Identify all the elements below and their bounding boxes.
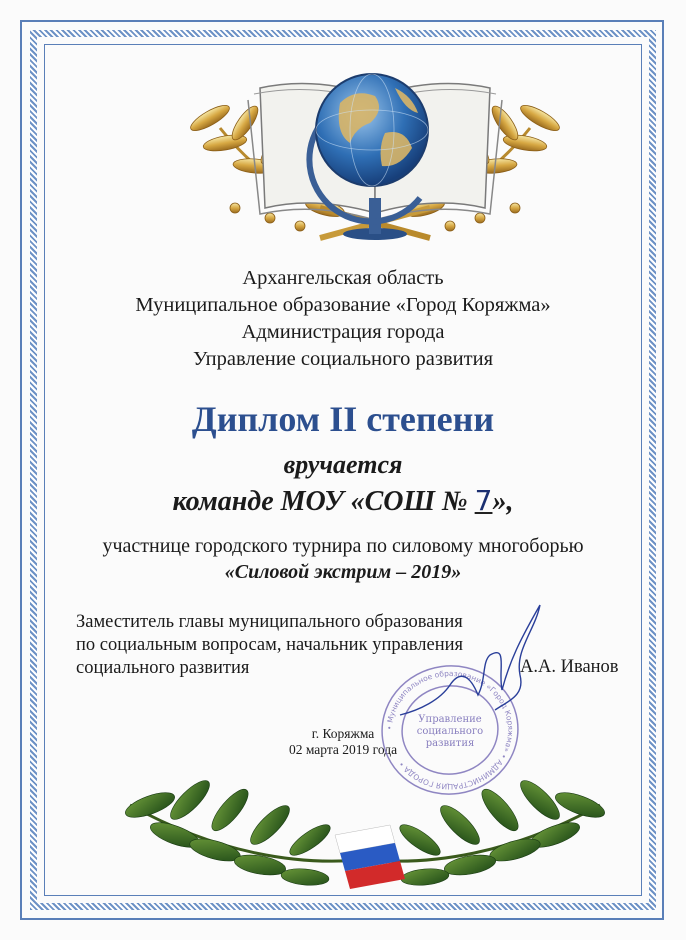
laurel-wreath-bottom (120, 765, 610, 905)
stamp-ring-text: • Муниципальное образование «Город Коряжма» • АДМИНИСТРАЦИЯ ГОРОДА • (384, 668, 516, 792)
issue-place-date (0, 726, 686, 758)
administration-line: Администрация города (241, 321, 445, 343)
signer-position-line1: Заместитель главы муниципального образования (76, 612, 463, 632)
team-line (0, 484, 686, 518)
municipality-line: Муниципальное образование «Город Коряжма» (135, 294, 551, 316)
issue-city: г. Коряжма (311, 726, 375, 741)
team-number: 7 (474, 484, 493, 517)
awarded-line: вручается (283, 450, 403, 479)
signer-position-line2: по социальным вопросам, начальник управления (76, 635, 464, 655)
handwritten-signature (390, 600, 550, 720)
laurel-branch-right-icon (370, 775, 608, 887)
participant-line: участнице городского турнира по силовому многоборью (102, 535, 584, 557)
team-suffix: », (492, 486, 514, 517)
team-prefix: команде МОУ «СОШ № (172, 486, 475, 517)
region-line: Архангельская область (242, 267, 444, 289)
laurel-branch-left-icon (122, 775, 360, 887)
signer-name: А.А. Иванов (520, 657, 619, 677)
stamp-center-line3: развития (425, 738, 475, 749)
event-name: «Силовой экстрим – 2019» (224, 561, 462, 583)
department-line: Управление социального развития (192, 348, 494, 370)
globe-book-emblem (150, 48, 600, 248)
stamp-center-line2: социального (416, 726, 484, 737)
diploma-title: Диплом II степени (191, 399, 495, 439)
issue-date: 02 марта 2019 года (288, 742, 398, 757)
signer-position-line3: социального развития (76, 658, 250, 678)
tricolor-ribbon-icon (335, 825, 405, 889)
stamp-center-line1: Управление (418, 714, 482, 725)
